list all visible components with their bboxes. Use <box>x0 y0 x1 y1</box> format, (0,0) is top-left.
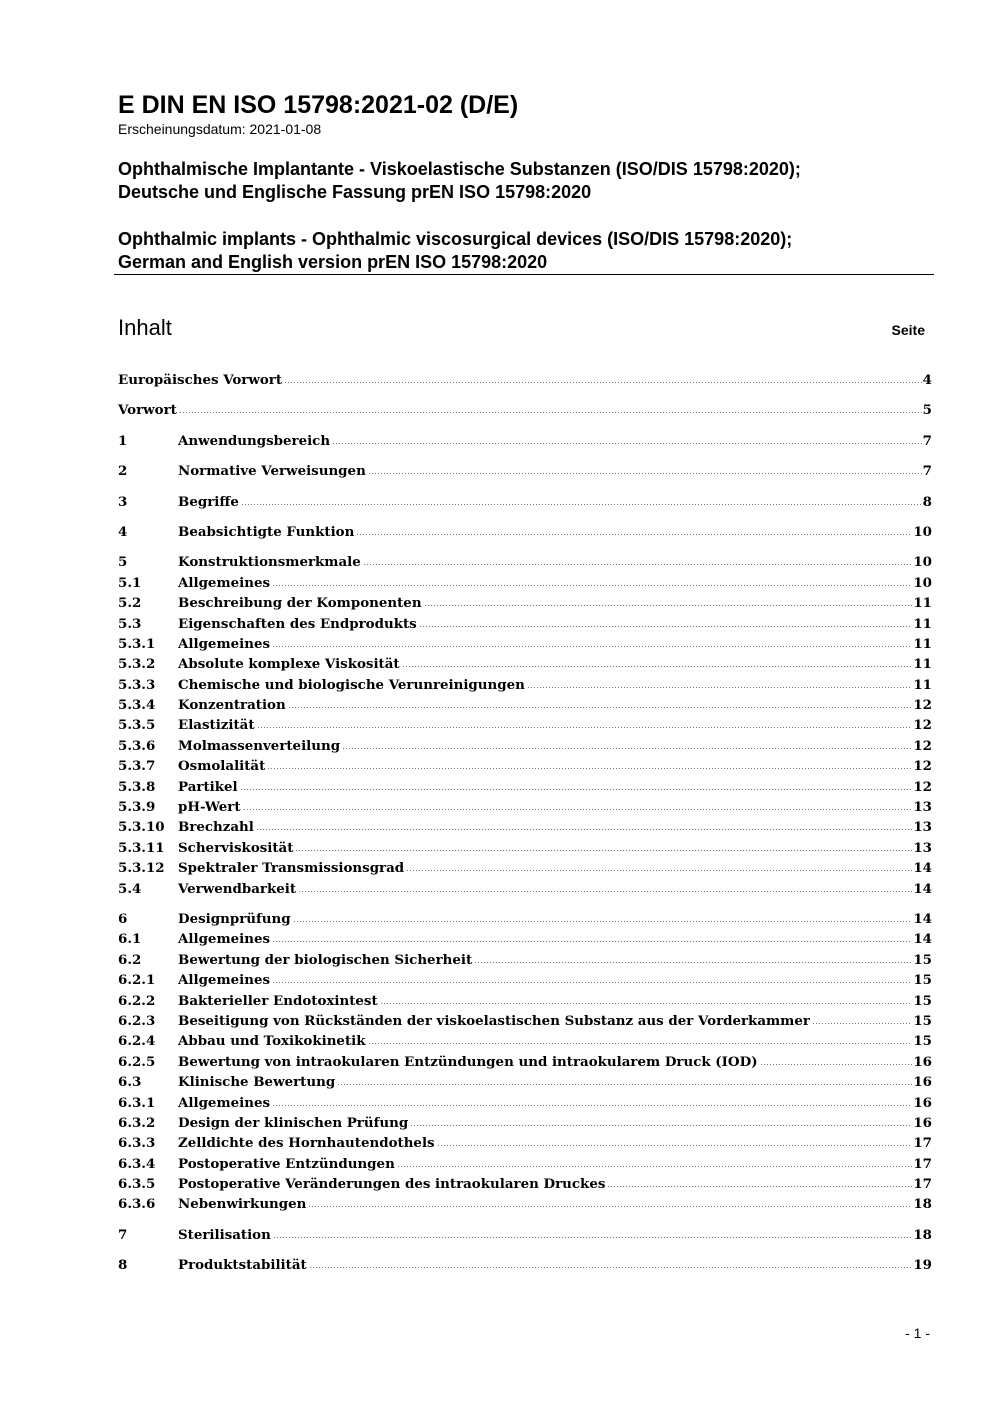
toc-entry-number: 5.3.10 <box>118 819 165 836</box>
toc-entry[interactable] <box>118 593 932 613</box>
toc-entry-number: 6.2.5 <box>118 1053 156 1070</box>
toc-entry-page: 8 <box>922 493 932 510</box>
toc-dot-leader <box>272 970 912 984</box>
toc-entry-page: 12 <box>913 737 932 754</box>
toc-entry-number: 5.4 <box>118 880 142 897</box>
toc-entry-title: Beseitigung von Rückständen der viskoelastischen Substanz aus der Vorderkammer <box>178 1012 810 1029</box>
toc-entry-number: 5.3.7 <box>118 758 156 775</box>
toc-entry-title: Klinische Bewertung <box>178 1074 336 1091</box>
toc-entry-page: 19 <box>913 1257 932 1274</box>
header-divider <box>114 274 934 275</box>
toc-entry-page: 17 <box>913 1176 932 1193</box>
toc-entry-title: Bewertung der biologischen Sicherheit <box>178 951 473 968</box>
toc-entry[interactable] <box>118 675 932 695</box>
toc-entry-number: 6.2.2 <box>118 992 156 1009</box>
toc-entry[interactable] <box>118 522 932 542</box>
toc-dot-leader <box>284 370 922 384</box>
toc-dot-leader <box>288 695 913 709</box>
toc-entry-title: Designprüfung <box>178 910 291 927</box>
toc-entry-page: 13 <box>913 839 932 856</box>
toc-page-label: Seite <box>891 322 925 338</box>
toc-entry-number: 6.3 <box>118 1074 142 1091</box>
toc-entry-number: 1 <box>118 432 128 449</box>
toc-entry[interactable] <box>118 552 932 572</box>
toc-entry[interactable] <box>118 1133 932 1153</box>
toc-dot-leader <box>437 1133 913 1147</box>
toc-entry-page: 12 <box>913 778 932 795</box>
toc-entry-title: Bakterieller Endotoxintest <box>178 992 378 1009</box>
toc-dot-leader <box>332 431 922 445</box>
toc-entry-title: Molmassenverteilung <box>178 737 341 754</box>
toc-entry-number: 5.3.1 <box>118 635 156 652</box>
toc-dot-leader <box>812 1011 912 1025</box>
title-english-line-2: German and English version prEN ISO 15798:2020 <box>118 252 548 272</box>
toc-dot-leader <box>272 634 912 648</box>
toc-entry-title: Bewertung von intraokularen Entzündungen und intraokularem Druck (IOD) <box>178 1053 758 1070</box>
toc-entry-number: 8 <box>118 1257 128 1274</box>
toc-entry-page: 15 <box>913 951 932 968</box>
toc-entry-number: 6.3.4 <box>118 1155 156 1172</box>
toc-entry-number: 5.3.8 <box>118 778 156 795</box>
toc-entry-page: 11 <box>913 595 932 612</box>
toc-entry-page: 11 <box>913 656 932 673</box>
publication-date: Erscheinungsdatum: 2021-01-08 <box>118 121 322 137</box>
toc-entry-title: Allgemeines <box>178 931 271 948</box>
toc-entry[interactable] <box>118 492 932 512</box>
toc-dot-leader <box>295 838 912 852</box>
toc-entry-page: 17 <box>913 1155 932 1172</box>
toc-entry[interactable] <box>118 695 932 715</box>
toc-dot-leader <box>760 1052 913 1066</box>
toc-entry-title: Scherviskosität <box>178 839 294 856</box>
toc-entry-title: Eigenschaften des Endprodukts <box>178 615 417 632</box>
toc-entry-number: 6.1 <box>118 931 142 948</box>
toc-entry-title: Allgemeines <box>178 1094 271 1111</box>
toc-entry[interactable] <box>118 929 932 949</box>
toc-entry-page: 18 <box>913 1226 932 1243</box>
toc-entry[interactable] <box>118 858 932 878</box>
toc-dot-leader <box>293 909 913 923</box>
toc-dot-leader <box>406 858 912 872</box>
toc-entry-title: Verwendbarkeit <box>178 880 297 897</box>
toc-dot-leader <box>424 593 913 607</box>
toc-dot-leader <box>240 777 913 791</box>
document-id: E DIN EN ISO 15798:2021-02 (D/E) <box>118 91 519 119</box>
toc-entry-title: Spektraler Transmissionsgrad <box>178 860 405 877</box>
toc-entry-number: 6.2.4 <box>118 1033 156 1050</box>
toc-entry-page: 12 <box>913 697 932 714</box>
toc-entry-number: 6.2.1 <box>118 972 156 989</box>
toc-entry-number: 6.2.3 <box>118 1012 156 1029</box>
toc-entry-title: Brechzahl <box>178 819 254 836</box>
toc-entry[interactable] <box>118 777 932 797</box>
title-english <box>118 228 792 274</box>
toc-entry[interactable] <box>118 461 932 481</box>
toc-entry-title: Zelldichte des Hornhautendothels <box>178 1135 435 1152</box>
toc-entry-number: 6.2 <box>118 951 142 968</box>
toc-entry[interactable] <box>118 1225 932 1245</box>
toc-entry[interactable] <box>118 879 932 899</box>
toc-entry-page: 7 <box>922 463 932 480</box>
toc-dot-leader <box>419 614 913 628</box>
toc-dot-leader <box>272 929 912 943</box>
toc-entry-number: 5.3.6 <box>118 737 156 754</box>
toc-entry-number: 5.3.5 <box>118 717 156 734</box>
toc-entry-title: Chemische und biologische Verunreinigungen <box>178 676 525 693</box>
toc-entry[interactable] <box>118 1031 932 1051</box>
toc-entry-page: 14 <box>913 931 932 948</box>
toc-entry-number: 5.3.2 <box>118 656 156 673</box>
toc-entry-title: Produktstabilität <box>178 1257 307 1274</box>
toc-entry-title: Beschreibung der Komponenten <box>178 595 422 612</box>
toc-entry-number: 5.2 <box>118 595 142 612</box>
toc-entry-title: Abbau und Toxikokinetik <box>178 1033 366 1050</box>
toc-entry-title: Nebenwirkungen <box>178 1196 307 1213</box>
toc-entry-number: 5.3.11 <box>118 839 165 856</box>
toc-entry-page: 7 <box>922 432 932 449</box>
title-german <box>118 158 801 204</box>
toc-entry-number: 3 <box>118 493 128 510</box>
toc-entry-number: 5 <box>118 554 128 571</box>
toc-entry[interactable] <box>118 736 932 756</box>
toc-entry-page: 15 <box>913 992 932 1009</box>
toc-entry[interactable] <box>118 431 932 451</box>
toc-entry-title: Osmolalität <box>178 758 266 775</box>
toc-entry-title: Absolute komplexe Viskosität <box>178 656 400 673</box>
toc-entry[interactable] <box>118 715 932 735</box>
toc-entry-title: Begriffe <box>178 493 239 510</box>
toc-entry-page: 16 <box>913 1114 932 1131</box>
toc-entry-title: Vorwort <box>118 402 177 419</box>
toc-entry[interactable] <box>118 970 932 990</box>
toc-dot-leader <box>309 1255 913 1269</box>
toc-entry-page: 13 <box>913 819 932 836</box>
toc-entry-page: 11 <box>913 615 932 632</box>
title-german-line-1: Ophthalmische Implantante - Viskoelastische Substanzen (ISO/DIS 15798:2020); <box>118 159 801 179</box>
toc-entry-title: Postoperative Entzündungen <box>178 1155 395 1172</box>
toc-entry[interactable] <box>118 1154 932 1174</box>
toc-dot-leader <box>243 797 913 811</box>
toc-entry-page: 4 <box>922 372 932 388</box>
toc-entry-title: Postoperative Veränderungen des intraokularen Druckes <box>178 1176 606 1193</box>
toc-entry-title: Elastizität <box>178 717 255 734</box>
toc-entry-title: Allgemeines <box>178 574 271 591</box>
toc-dot-leader <box>380 991 913 1005</box>
toc-dot-leader <box>257 715 913 729</box>
toc-entry-number: 6.3.2 <box>118 1114 156 1131</box>
toc-entry-page: 11 <box>913 676 932 693</box>
toc-entry-number: 6.3.1 <box>118 1094 156 1111</box>
toc-entry-number: 5.3.9 <box>118 799 156 816</box>
toc-dot-leader <box>256 817 912 831</box>
table-of-contents <box>118 370 932 1276</box>
toc-entry-title: Anwendungsbereich <box>178 432 331 449</box>
toc-entry-page: 17 <box>913 1135 932 1152</box>
toc-entry-number: 5.3.12 <box>118 860 165 877</box>
toc-entry[interactable] <box>118 400 932 420</box>
toc-entry-title: Allgemeines <box>178 635 271 652</box>
toc-entry-page: 12 <box>913 758 932 775</box>
toc-entry[interactable] <box>118 950 932 970</box>
toc-entry[interactable] <box>118 654 932 674</box>
toc-entry-page: 14 <box>913 880 932 897</box>
toc-entry[interactable] <box>118 1093 932 1113</box>
toc-entry[interactable] <box>118 1194 932 1214</box>
page-number: - 1 - <box>905 1325 930 1341</box>
toc-dot-leader <box>267 756 912 770</box>
toc-entry[interactable] <box>118 909 932 929</box>
toc-dot-leader <box>241 492 922 506</box>
toc-dot-leader <box>368 1031 913 1045</box>
toc-entry-number: 6 <box>118 910 128 927</box>
title-german-line-2: Deutsche und Englische Fassung prEN ISO 15798:2020 <box>118 182 592 202</box>
toc-dot-leader <box>337 1072 912 1086</box>
toc-entry-page: 14 <box>913 910 932 927</box>
toc-dot-leader <box>368 461 922 475</box>
toc-dot-leader <box>272 1093 912 1107</box>
toc-dot-leader <box>363 552 913 566</box>
toc-entry-page: 16 <box>913 1074 932 1091</box>
toc-entry-title: Beabsichtigte Funktion <box>178 523 355 540</box>
toc-dot-leader <box>308 1194 912 1208</box>
toc-entry-page: 10 <box>913 574 932 591</box>
toc-dot-leader <box>342 736 912 750</box>
toc-dot-leader <box>298 879 912 893</box>
toc-entry-page: 15 <box>913 1012 932 1029</box>
title-english-line-1: Ophthalmic implants - Ophthalmic viscosurgical devices (ISO/DIS 15798:2020); <box>118 229 793 249</box>
toc-entry[interactable] <box>118 1255 932 1275</box>
toc-entry[interactable] <box>118 817 932 837</box>
toc-entry-title: Konzentration <box>178 697 286 714</box>
toc-entry-page: 11 <box>913 635 932 652</box>
toc-entry-page: 16 <box>913 1094 932 1111</box>
toc-entry-title: Konstruktionsmerkmale <box>178 554 361 571</box>
toc-heading: Inhalt <box>118 315 172 340</box>
toc-entry[interactable] <box>118 838 932 858</box>
toc-entry-page: 12 <box>913 717 932 734</box>
toc-entry-title: Allgemeines <box>178 972 271 989</box>
toc-entry-page: 15 <box>913 1033 932 1050</box>
toc-dot-leader <box>397 1154 913 1168</box>
toc-entry[interactable] <box>118 370 932 390</box>
toc-entry-title: Normative Verweisungen <box>178 463 366 480</box>
toc-dot-leader <box>474 950 912 964</box>
toc-entry-title: Sterilisation <box>178 1226 271 1243</box>
toc-entry-page: 14 <box>913 860 932 877</box>
toc-entry[interactable] <box>118 1011 932 1031</box>
toc-dot-leader <box>402 654 913 668</box>
toc-entry-title: Design der klinischen Prüfung <box>178 1114 409 1131</box>
toc-dot-leader <box>356 522 912 536</box>
toc-entry-number: 5.3 <box>118 615 142 632</box>
toc-entry-page: 18 <box>913 1196 932 1213</box>
toc-dot-leader <box>273 1225 913 1239</box>
toc-entry-page: 15 <box>913 972 932 989</box>
toc-entry-number: 5.3.4 <box>118 697 156 714</box>
toc-entry-title: Europäisches Vorwort <box>118 372 283 388</box>
toc-entry[interactable] <box>118 1052 932 1072</box>
toc-entry-page: 10 <box>913 523 932 540</box>
toc-dot-leader <box>410 1113 912 1127</box>
toc-dot-leader <box>527 675 912 689</box>
toc-entry-page: 13 <box>913 799 932 816</box>
toc-entry[interactable] <box>118 1113 932 1133</box>
toc-entry[interactable] <box>118 1072 932 1092</box>
toc-entry[interactable] <box>118 1174 932 1194</box>
toc-entry-number: 7 <box>118 1226 128 1243</box>
toc-dot-leader <box>607 1174 912 1188</box>
toc-entry-number: 6.3.3 <box>118 1135 156 1152</box>
toc-entry[interactable] <box>118 991 932 1011</box>
toc-entry-number: 6.3.5 <box>118 1176 156 1193</box>
toc-entry[interactable] <box>118 797 932 817</box>
toc-dot-leader <box>272 573 912 587</box>
toc-entry-title: pH-Wert <box>178 799 241 816</box>
toc-entry-number: 2 <box>118 463 128 480</box>
toc-entry-page: 10 <box>913 554 932 571</box>
toc-entry[interactable] <box>118 614 932 634</box>
toc-entry-title: Partikel <box>178 778 238 795</box>
toc-entry[interactable] <box>118 573 932 593</box>
toc-entry[interactable] <box>118 756 932 776</box>
toc-entry-page: 16 <box>913 1053 932 1070</box>
toc-entry-number: 4 <box>118 523 128 540</box>
toc-entry-number: 5.1 <box>118 574 142 591</box>
toc-entry-page: 5 <box>922 402 932 419</box>
toc-entry[interactable] <box>118 634 932 654</box>
toc-dot-leader <box>179 400 922 414</box>
toc-entry-number: 6.3.6 <box>118 1196 156 1213</box>
toc-entry-number: 5.3.3 <box>118 676 156 693</box>
